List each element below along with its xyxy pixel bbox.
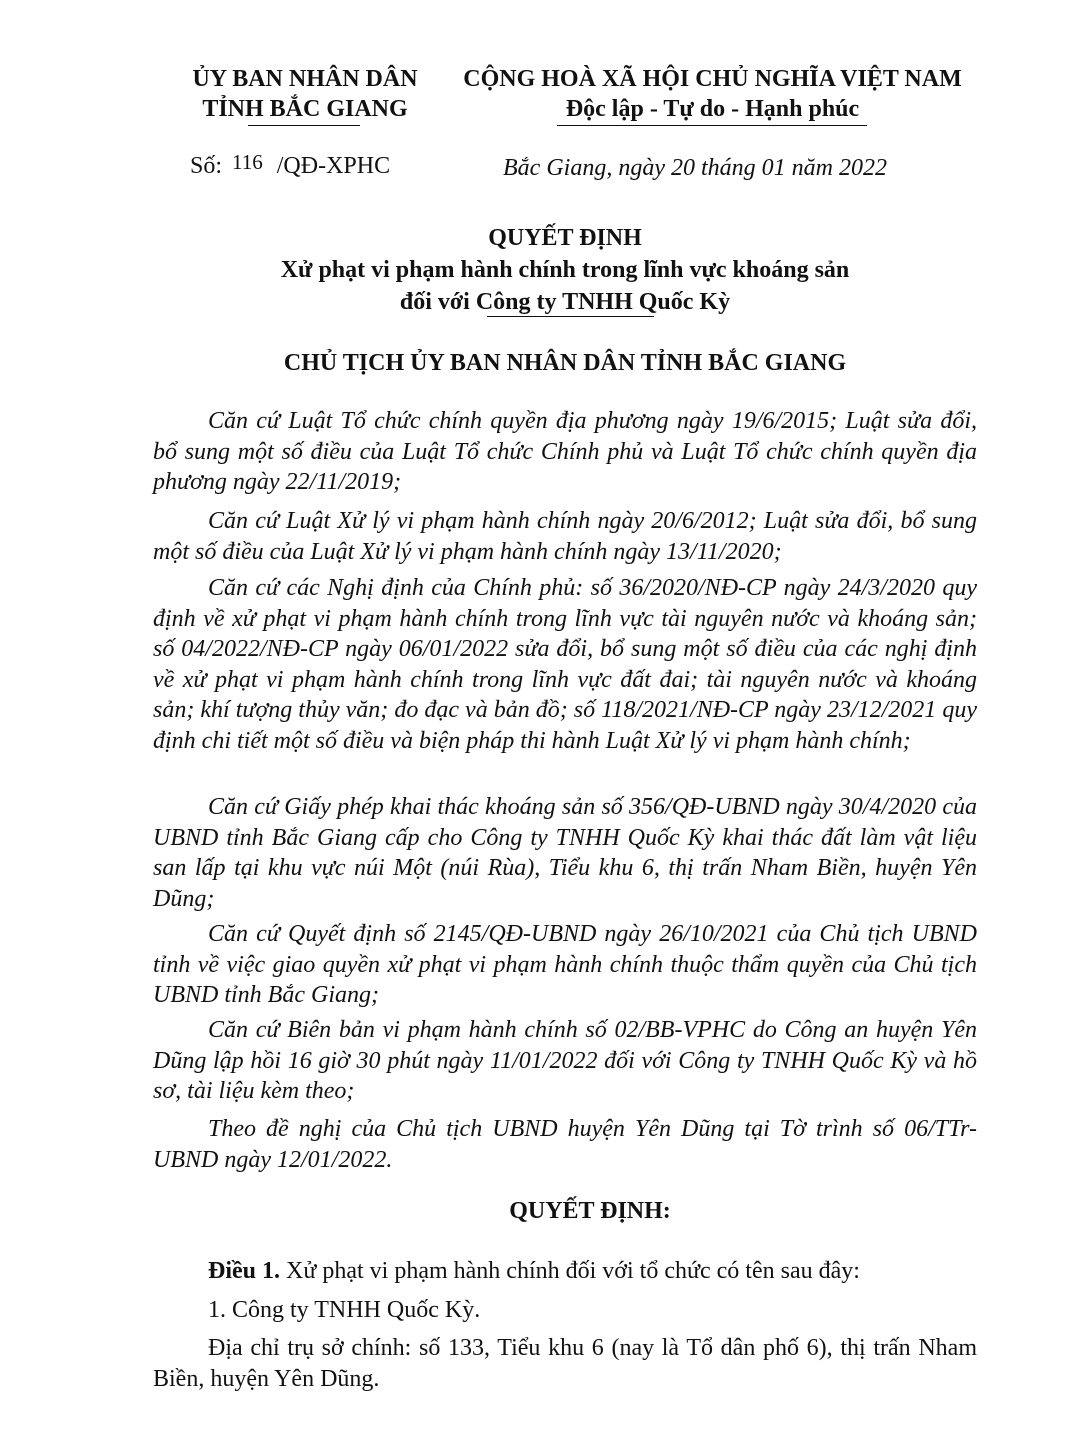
article-1-label: Điều 1. [208, 1258, 280, 1284]
org-line-1: ỦY BAN NHÂN DÂN [192, 66, 418, 92]
so-suffix: /QĐ-XPHC [276, 153, 391, 179]
document-date: Bắc Giang, ngày 20 tháng 01 năm 2022 [503, 155, 887, 181]
title-line-3: đối với Công ty TNHH Quốc Kỳ [399, 289, 731, 315]
issuing-authority [175, 64, 435, 124]
preamble-paragraph: Theo đề nghị của Chủ tịch UBND huyện Yên Dũng tại Tờ trình số 06/TTr-UBND ngày 12/01/2022. [153, 1116, 977, 1173]
preamble-paragraph: Căn cứ Luật Tổ chức chính quyền địa phương ngày 19/6/2015; Luật sửa đổi, bổ sung một số điều của Luật Tổ chức Chính phủ và Luật Tổ chức chính quyền địa phương ngày 22/11/2019; [153, 408, 977, 495]
decision-heading: QUYẾT ĐỊNH: [509, 1198, 671, 1224]
article-1 [153, 1256, 977, 1287]
preamble-paragraph: Căn cứ các Nghị định của Chính phủ: số 36/2020/NĐ-CP ngày 24/3/2020 quy định về xử phạt vi phạm hành chính trong lĩnh vực tài nguyên nước và khoáng sản; số 04/2022/NĐ-CP ngày 06/01/2022 sửa đổi, bổ sung một số điều của các nghị định về xử phạt vi phạm hành chính trong lĩnh vực đất đai; tài nguyên nước và khoáng sản; khí tượng thủy văn; đo đạc và bản đồ; số 118/2021/NĐ-CP ngày 23/12/2021 quy định chi tiết một số điều và biện pháp thi hành Luật Xử lý vi phạm hành chính; [153, 575, 977, 754]
so-label: Số: [190, 153, 223, 179]
title-underline [487, 316, 654, 317]
item-1: 1. Công ty TNHH Quốc Kỳ. [208, 1297, 481, 1323]
preamble-paragraph: Căn cứ Giấy phép khai thác khoáng sản số 356/QĐ-UBND ngày 30/4/2020 của UBND tỉnh Bắc Giang cấp cho Công ty TNHH Quốc Kỳ khai thác đất làm vật liệu san lấp tại khu vực núi Một (núi Rùa), Tiểu khu 6, thị trấn Nham Biền, huyện Yên Dũng; [153, 794, 977, 912]
authority-heading: CHỦ TỊCH ỦY BAN NHÂN DÂN TỈNH BẮC GIANG [283, 350, 847, 376]
national-motto [450, 64, 975, 124]
org-underline [248, 125, 360, 126]
document-number [190, 150, 391, 180]
title-line-1: QUYẾT ĐỊNH [488, 225, 642, 251]
org-line-2: TỈNH BẮC GIANG [202, 96, 408, 122]
preamble-paragraph: Căn cứ Luật Xử lý vi phạm hành chính ngày 20/6/2012; Luật sửa đổi, bổ sung một số điều của Luật Xử lý vi phạm hành chính ngày 13/11/2020; [153, 508, 977, 565]
address-paragraph: Địa chỉ trụ sở chính: số 133, Tiểu khu 6 (nay là Tổ dân phố 6), thị trấn Nham Biền, huyện Yên Dũng. [153, 1335, 977, 1392]
article-1-text: Xử phạt vi phạm hành chính đối với tổ chức có tên sau đây: [280, 1258, 860, 1284]
nation-line-2: Độc lập - Tự do - Hạnh phúc [565, 96, 860, 122]
preamble-paragraph: Căn cứ Quyết định số 2145/QĐ-UBND ngày 26/10/2021 của Chủ tịch UBND tỉnh về việc giao quyền xử phạt vi phạm hành chính thuộc thẩm quyền của Chủ tịch UBND tỉnh Bắc Giang; [153, 921, 977, 1008]
nation-line-1: CỘNG HOÀ XÃ HỘI CHỦ NGHĨA VIỆT NAM [463, 66, 962, 92]
preamble-paragraph: Căn cứ Biên bản vi phạm hành chính số 02/BB-VPHC do Công an huyện Yên Dũng lập hồi 16 giờ 30 phút ngày 11/01/2022 đối với Công ty TNHH Quốc Kỳ và hồ sơ, tài liệu kèm theo; [153, 1017, 977, 1104]
so-number: 116 [232, 150, 263, 174]
title-line-2: Xử phạt vi phạm hành chính trong lĩnh vực khoáng sản [280, 257, 850, 283]
motto-underline [557, 125, 867, 126]
document-title [150, 222, 980, 318]
